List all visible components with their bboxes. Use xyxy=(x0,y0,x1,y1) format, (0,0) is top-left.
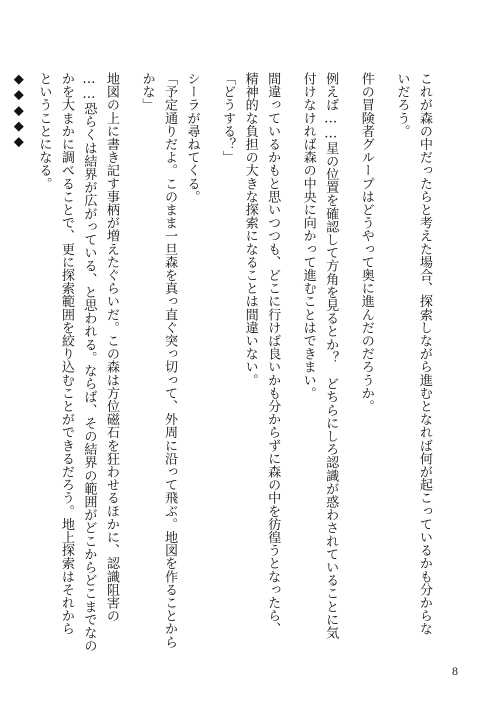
text-line: 精神的な負担の大きな探索になることは間違いない。 xyxy=(242,72,258,387)
text-line: 付けなければ森の中央に向かって進むことはできまい。 xyxy=(300,72,316,400)
text-line: 例えば……星の位置を確認して方角を見るとか？ どちらにしろ認識が惑わされていることに気 xyxy=(323,72,339,640)
text-line: ……恐らくは結界が広がっている、と思われる。ならば、その結界の範囲がどこからどこまでなの xyxy=(81,72,97,653)
text-line: 地図の上に書き記す事柄が増えたぐらいだ。この森は方位磁石を狂わせるほかに、認識阻害の xyxy=(103,72,119,623)
text-line: 間違っているかもと思いつつも、どこに行けば良いかも分からずに森の中を彷徨うとなったら、 xyxy=(265,72,281,636)
text-line: シーラが尋ねてくる。 xyxy=(184,72,200,203)
dialogue-line: 「どうする？」 xyxy=(220,72,236,164)
dialogue-line: 「予定通りだよ。このまま一旦森を真っ直ぐ突っ切って、外周に沿って飛ぶ。地図を作ることから xyxy=(162,72,178,649)
vertical-text-body xyxy=(11,72,448,653)
text-line: 件の冒険者グループはどうやって奥に進んだのだろうか。 xyxy=(358,72,374,413)
text-line: かな」 xyxy=(139,72,155,112)
text-line: いだろう。 xyxy=(394,72,410,138)
text-line: これが森の中だったらと考えた場合、探索しながら進むとなれば何が起こっているかも分からな xyxy=(416,72,432,636)
text-line: ということになる。 xyxy=(36,72,52,190)
text-line: かを大まかに調べることで、更に探索範囲を絞り込むことができるだろう。地上探索はそれから xyxy=(58,72,74,636)
page-number: 8 xyxy=(452,664,458,678)
section-break-ornament: ◆◆◆◆◆ xyxy=(11,72,27,151)
